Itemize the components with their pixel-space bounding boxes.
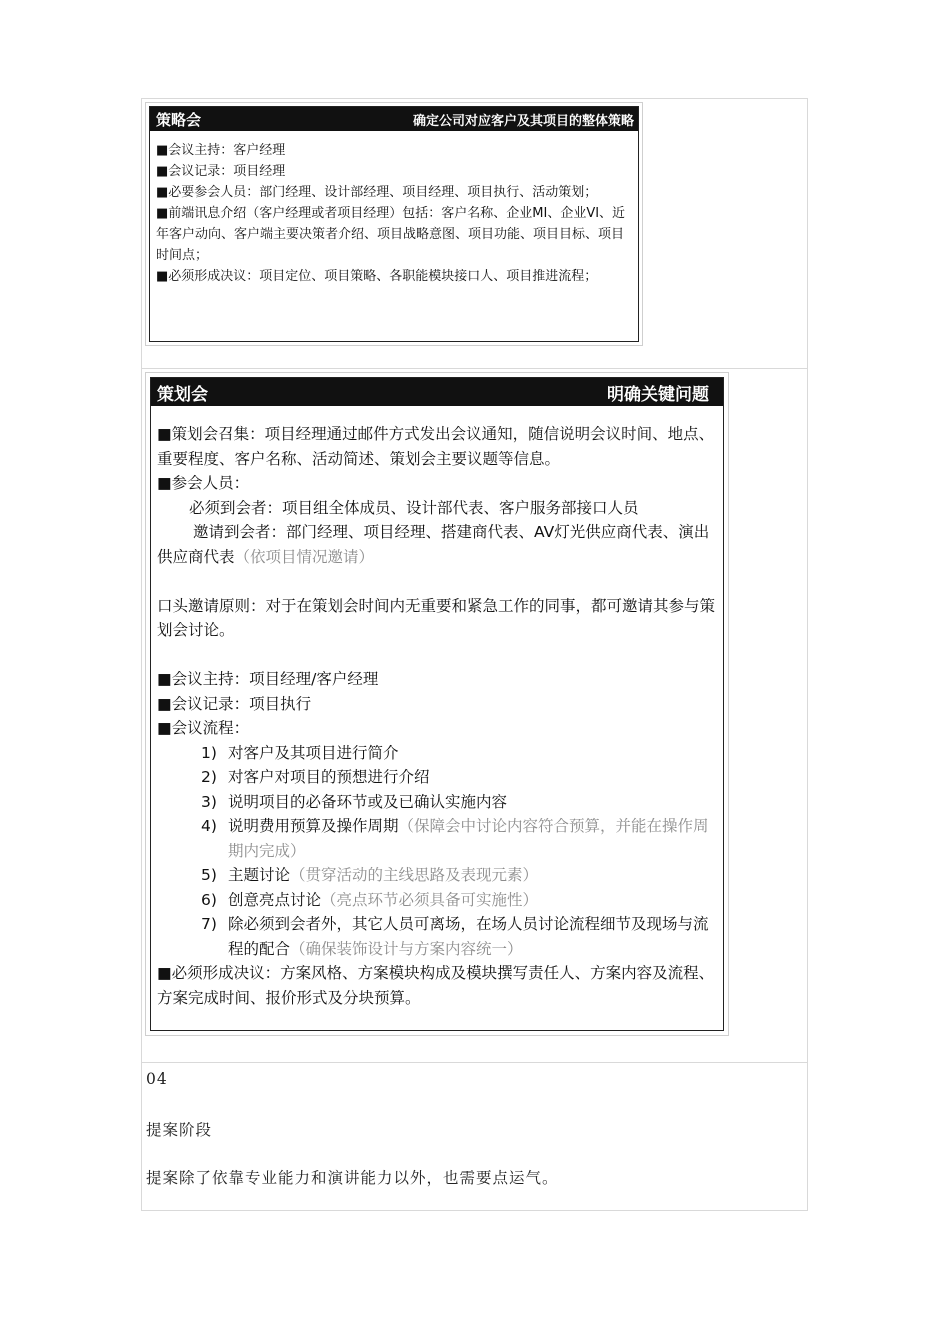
flow-item (201, 814, 719, 863)
planning-resolution: ■必须形成决议：方案风格、方案模块构成及模块撰写责任人、方案内容及流程、方案完成时间、报价形式及分块预算。 (157, 964, 715, 1007)
content-table (141, 98, 808, 1211)
flow-item-text: 除必须到会者外，其它人员可离场，在场人员讨论流程细节及现场与流程的配合 (228, 915, 709, 958)
flow-item-number: 6) (201, 890, 217, 909)
planning-invited-text: 邀请到会者：部门经理、项目经理、搭建商代表、AV灯光供应商代表、演出供应商代表 (157, 523, 710, 566)
strategy-meeting-title: 策略会 (156, 110, 202, 129)
flow-item (201, 912, 719, 961)
section-number: 04 (146, 1070, 168, 1088)
flow-item (201, 765, 719, 790)
flow-item-text: 对客户及其项目进行简介 (228, 743, 399, 762)
flow-item-number: 5) (201, 866, 217, 884)
spacer (157, 569, 719, 594)
flow-item-number: 2) (201, 768, 217, 786)
flow-item-number: 3) (201, 792, 217, 811)
flow-item-text: 主题讨论 (228, 866, 291, 884)
strategy-line-host: ■会议主持：客户经理 (156, 143, 286, 158)
planning-convene: ■策划会召集：项目经理通过邮件方式发出会议通知，随信说明会议时间、地点、重要程度、客户名称、活动简述、策划会主要议题等信息。 (157, 425, 715, 468)
flow-item-text: 说明项目的必备环节或及已确认实施内容 (228, 792, 508, 811)
flow-item-text: 创意亮点讨论 (228, 890, 322, 909)
planning-meeting-frame (150, 377, 724, 1031)
flow-item-note: （亮点环节必须具备可实施性） (321, 890, 539, 909)
strategy-meeting-frame (149, 106, 639, 342)
planning-meeting-title: 策划会 (157, 384, 208, 405)
planning-oral-rule: 口头邀请原则：对于在策划会时间内无重要和紧急工作的同事，都可邀请其参与策划会讨论。 (157, 596, 716, 639)
planning-invited-note: （依项目情况邀请） (234, 547, 375, 566)
flow-item-number: 4) (201, 817, 217, 835)
planning-invited (157, 520, 719, 569)
strategy-line-recorder: ■会议记录：项目经理 (156, 164, 286, 179)
planning-meeting-header (151, 378, 723, 406)
section-heading: 提案阶段 (146, 1121, 213, 1139)
strategy-line-briefing: ■前端讯息介绍（客户经理或者项目经理）包括：客户名称、企业MI、企业VI、近年客户动向、客户端主要决策者介绍、项目战略意图、项目功能、项目目标、项目时间点； (156, 206, 626, 263)
row-divider (142, 368, 807, 369)
planning-must-attend: 必须到会者：项目组全体成员、设计部代表、客户服务部接口人员 (189, 498, 639, 517)
planning-attendees-label: ■参会人员： (157, 474, 250, 492)
flow-item-note: （贯穿活动的主线思路及表现元素） (290, 866, 539, 884)
section-text: 提案除了依靠专业能力和演讲能力以外，也需要点运气。 (146, 1169, 559, 1187)
spacer (157, 643, 719, 668)
flow-item (201, 863, 719, 888)
flow-item-text: 对客户对项目的预想进行介绍 (228, 768, 430, 786)
planning-meeting-body (151, 406, 723, 1010)
planning-flow-label: ■会议流程： (157, 719, 250, 737)
flow-item (201, 790, 719, 815)
planning-meeting-card (145, 372, 729, 1036)
flow-item-note: （确保装饰设计与方案内容统一） (290, 939, 523, 958)
strategy-meeting-subtitle: 确定公司对应客户及其项目的整体策略 (412, 113, 634, 129)
planning-meeting-subtitle: 明确关键问题 (607, 384, 709, 405)
strategy-meeting-body (150, 131, 638, 287)
flow-item (201, 888, 719, 913)
strategy-meeting-header (150, 107, 638, 131)
strategy-line-attendees: ■必要参会人员：部门经理、设计部经理、项目经理、项目执行、活动策划； (156, 185, 598, 200)
strategy-line-resolution: ■必须形成决议：项目定位、项目策略、各职能模块接口人、项目推进流程； (156, 269, 598, 284)
flow-item-note: （保障会中讨论内容符合预算，并能在操作周期内完成） (228, 817, 709, 860)
row-divider (142, 1062, 807, 1063)
planning-recorder: ■会议记录：项目执行 (157, 694, 312, 713)
planning-host: ■会议主持：项目经理/客户经理 (157, 670, 379, 688)
flow-item-text: 说明费用预算及操作周期 (228, 817, 399, 835)
flow-item (201, 741, 719, 766)
flow-item-number: 1) (201, 743, 217, 762)
strategy-meeting-card (145, 102, 643, 346)
planning-flow-list (157, 741, 719, 962)
flow-item-number: 7) (201, 915, 217, 933)
